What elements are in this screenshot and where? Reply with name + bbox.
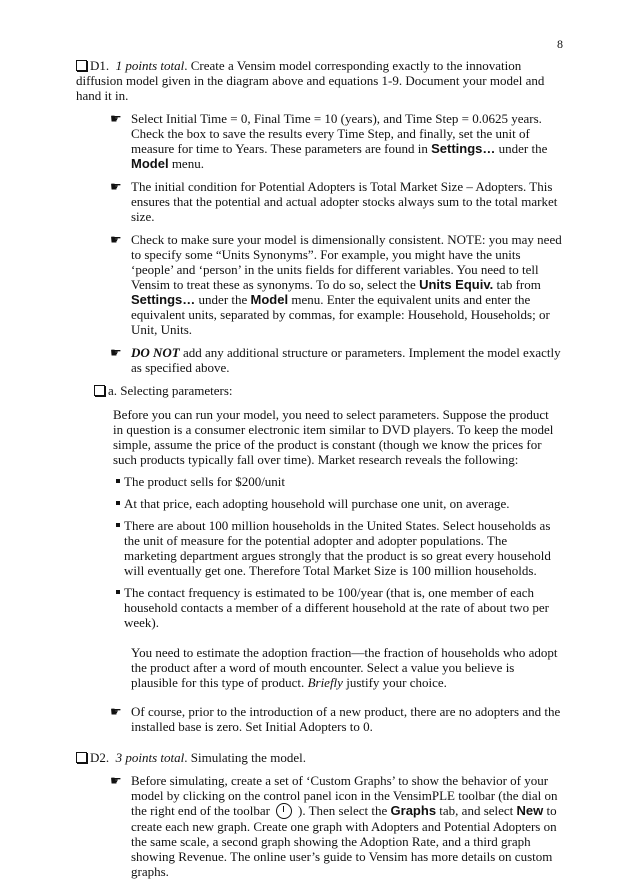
pointing-hand-icon: ☛	[110, 704, 122, 719]
bullet-text: to create each new graph. Create one graph with Adopters and Potential Adopters on the same scale, a second graph showing the Adoption Rate, and a third graph showing Revenue. The online user’s guide to Vensim has more details on custom graphs.	[131, 803, 557, 879]
bullet-text: Of course, prior to the introduction of a new product, there are no adopters and the installed base is zero. Set Initial Adopters to 0.	[131, 704, 561, 734]
paragraph-text: You need to estimate the adoption fraction—the fraction of households who adopt the product after a word of mouth encounter. Select a value you believe is plausible for this type of product.	[131, 645, 558, 690]
list-item	[76, 496, 562, 511]
list-item	[76, 474, 562, 489]
square-bullet-icon	[116, 501, 120, 505]
model-menu-ref: Model	[131, 156, 169, 171]
page-number: 8	[557, 37, 563, 51]
list-item-text: The contact frequency is estimated to be 100/year (that is, one member of each household contacts a member of a different household at the rate of about two per week).	[124, 585, 550, 630]
d1-bullet-2	[76, 179, 562, 224]
initial-adopters-bullet	[76, 704, 562, 734]
bullet-text: Before simulating, create a set of ‘Custom Graphs’ to show the behavior of your model by clicking on the control panel icon in the VensimPLE toolbar (the dial on the right end of the toolbar	[131, 773, 558, 818]
d2-points: 3 points total	[115, 750, 185, 765]
d1-points: 1 points total	[115, 58, 185, 73]
d1-intro	[76, 58, 562, 103]
list-item	[76, 518, 562, 578]
new-button-ref: New	[516, 803, 544, 818]
bullet-text: under the	[495, 141, 548, 156]
bullet-text: tab, and select	[436, 803, 517, 818]
bullet-text: Select Initial Time = 0, Final Time = 10 (years), and Time Step = 0.0625 years. Check the box to save the results every Time Step, and finally, set the unit of measure for time to Years. These parameters are found in	[131, 111, 542, 156]
paragraph-text: justify your choice.	[342, 675, 447, 690]
pointing-hand-icon: ☛	[110, 232, 122, 247]
d1-intro-text: . Create a Vensim model corresponding exactly to the innovation diffusion model given in the diagram above and equations 1-9. Document your model and hand it in.	[76, 58, 545, 103]
checkbox-icon[interactable]	[94, 385, 105, 396]
section-a-heading	[76, 383, 562, 398]
briefly-emphasis: Briefly	[307, 675, 343, 690]
d2-intro	[76, 750, 562, 765]
section-a-paragraph: Before you can run your model, you need to select parameters. Suppose the product in question is a consumer electronic item similar to DVD players. To keep the model simple, assume the price of the product is constant (though we know the prices for such products typically fall over time). Market research reveals the following:	[113, 407, 554, 467]
square-bullet-icon	[116, 590, 120, 594]
bullet-text: menu.	[168, 156, 204, 171]
checkbox-icon[interactable]	[76, 60, 87, 71]
bullet-text: The initial condition for Potential Adopters is Total Market Size – Adopters. This ensures that the potential and actual adopter stocks always sum to the total market size.	[131, 179, 558, 224]
bullet-text: under the	[195, 292, 251, 307]
d1-bullet-3	[76, 232, 562, 337]
bullet-text: menu. Enter the equivalent units and enter the equivalent units, separated by commas, for example: Household, Households; or Unit, Units.	[131, 292, 550, 337]
bullet-text: ). Then select the	[298, 803, 391, 818]
d1-label: D1.	[90, 58, 110, 73]
pointing-hand-icon: ☛	[110, 773, 122, 788]
control-panel-dial-icon	[276, 803, 292, 819]
pointing-hand-icon: ☛	[110, 345, 122, 360]
d2-label: D2.	[90, 750, 110, 765]
page-content	[76, 58, 562, 879]
bullet-text: add any additional structure or parameters. Implement the model exactly as specified above.	[131, 345, 561, 375]
checkbox-icon[interactable]	[76, 752, 87, 763]
square-bullet-icon	[116, 523, 120, 527]
settings-menu-ref: Settings…	[131, 292, 196, 307]
graphs-tab-ref: Graphs	[390, 803, 437, 818]
bullet-text: Check to make sure your model is dimensionally consistent. NOTE: you may need to specify some “Units Synonyms”. For example, you might have the units ‘people’ and ‘person’ in the units fields for different variables. You need to tell Vensim to treat these as synonyms. To do so, select the	[131, 232, 562, 292]
bullet-text: tab from	[493, 277, 541, 292]
d2-bullet	[76, 773, 562, 879]
do-not-emphasis: DO NOT	[131, 345, 180, 360]
settings-menu-ref: Settings…	[431, 141, 496, 156]
d1-bullet-4	[76, 345, 562, 375]
model-menu-ref: Model	[250, 292, 289, 307]
d1-bullet-1	[76, 111, 562, 171]
list-item-text: There are about 100 million households in the United States. Select households as the unit of measure for the potential adopter and adopter populations. The marketing department argues strongly that the product is so great every household will eventually get one. Therefore Total Market Size is 100 million households.	[124, 518, 551, 578]
pointing-hand-icon: ☛	[110, 179, 122, 194]
list-item-text: The product sells for $200/unit	[124, 474, 286, 489]
adoption-fraction-paragraph	[76, 645, 562, 690]
units-equiv-tab-ref: Units Equiv.	[419, 277, 494, 292]
list-item	[76, 585, 562, 630]
section-a-label: a. Selecting parameters:	[108, 383, 233, 398]
pointing-hand-icon: ☛	[110, 111, 122, 126]
square-bullet-icon	[116, 479, 120, 483]
list-item-text: At that price, each adopting household will purchase one unit, on average.	[124, 496, 510, 511]
d2-intro-text: . Simulating the model.	[184, 750, 306, 765]
